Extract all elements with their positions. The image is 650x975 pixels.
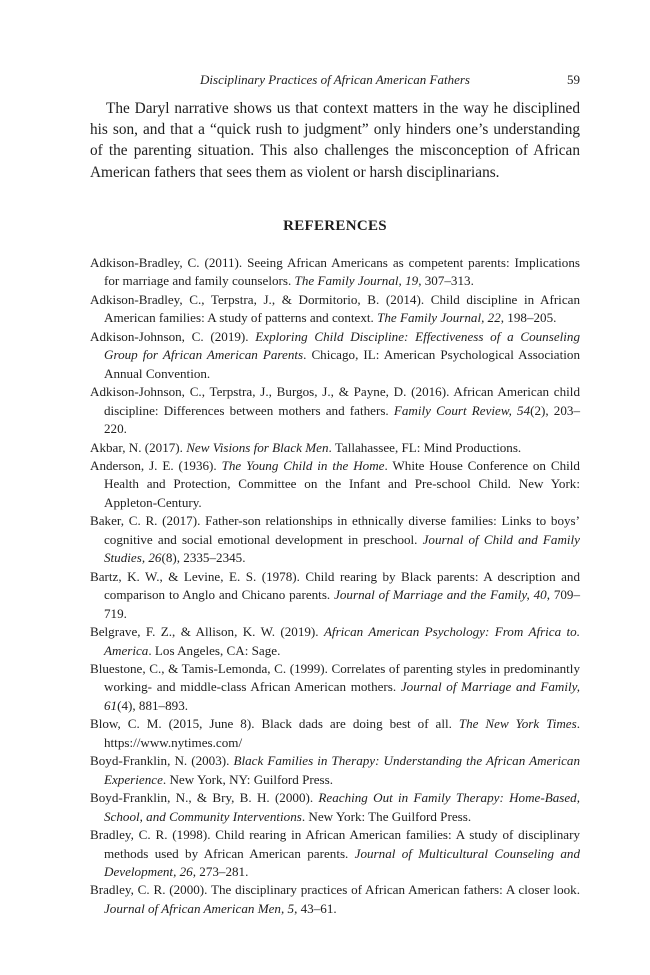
reference-list	[90, 254, 580, 918]
reference-details: . Tallahassee, FL: Mind Productions.	[328, 439, 522, 455]
reference-details: . White House Conference on Child Health and Protection, Committee on the Infant and Pre-school Child. New York: Appleton-Century.	[104, 457, 580, 510]
reference-entry	[90, 291, 580, 328]
reference-text: Adkison-Johnson, C. (2019).	[90, 328, 256, 344]
reference-details: . https://www.nytimes.com/	[104, 716, 580, 750]
reference-source: Reaching Out in Family Therapy: Home-Based, School, and Community Interventions	[104, 790, 580, 824]
page-number: 59	[567, 72, 580, 87]
reference-text: Bradley, C. R. (2000). The disciplinary practices of African American fathers: A closer look.	[90, 882, 580, 898]
reference-source: The Family Journal, 22	[377, 310, 501, 326]
reference-text: Baker, C. R. (2017). Father-son relationships in ethnically diverse families: Links to boys’ cognitive and social emotional development in preschool.	[90, 513, 580, 547]
reference-text: Boyd-Franklin, N., & Bry, B. H. (2000).	[90, 790, 319, 806]
reference-details: , 198–205.	[500, 310, 557, 326]
reference-source: Black Families in Therapy: Understanding the African American Experience	[104, 753, 580, 787]
reference-text: Bradley, C. R. (1998). Child rearing in African American families: A study of disciplinary methods used by African American parents.	[90, 827, 580, 861]
reference-text: Bluestone, C., & Tamis-Lemonda, C. (1999). Correlates of parenting styles in predominantly working- and middle-class African American mothers.	[90, 660, 580, 695]
reference-source: The New York Times	[458, 716, 577, 732]
reference-text: Belgrave, F. Z., & Allison, K. W. (2019).	[90, 624, 324, 640]
reference-text: Adkison-Bradley, C. (2011). Seeing African Americans as competent parents: Implications for marriage and family counselors.	[90, 255, 580, 289]
reference-text: Boyd-Franklin, N. (2003).	[90, 753, 234, 769]
reference-source: The Family Journal, 19	[294, 273, 419, 289]
reference-entry	[90, 439, 580, 457]
reference-entry	[90, 457, 580, 512]
running-head-title: Disciplinary Practices of African American Fathers	[200, 72, 470, 87]
reference-text: Adkison-Bradley, C., Terpstra, J., & Dormitorio, B. (2014). Child discipline in African American families: A study of patterns and context.	[90, 291, 580, 326]
reference-details: (2), 203–220.	[104, 402, 580, 437]
reference-source: Journal of African American Men, 5	[104, 900, 295, 916]
reference-details: . New York, NY: Guilford Press.	[162, 771, 333, 787]
reference-entry	[90, 568, 580, 623]
reference-text: Anderson, J. E. (1936).	[90, 457, 222, 473]
references-heading: REFERENCES	[283, 218, 387, 234]
reference-details: , 709–719.	[104, 587, 581, 621]
reference-entry	[90, 383, 580, 438]
running-head	[90, 72, 580, 90]
reference-source: African American Psychology: From Africa to. America	[104, 624, 580, 658]
reference-details: , 43–61.	[294, 900, 337, 916]
reference-source: Journal of Marriage and Family, 61	[104, 679, 581, 713]
reference-entry	[90, 715, 580, 752]
reference-text: Bartz, K. W., & Levine, E. S. (1978). Child rearing by Black parents: A description and comparison to Anglo and Chicano parents.	[90, 568, 580, 603]
reference-source: Family Court Review, 54	[393, 402, 531, 418]
body-paragraph: The Daryl narrative shows us that context matters in the way he disciplined his son, and that a “quick rush to judgment” only hinders one’s understanding of the parenting situation. This also challenges the misconception of African American fathers that sees them as violent or harsh disciplinarians.	[90, 100, 580, 181]
reference-source: The Young Child in the Home	[221, 457, 385, 473]
reference-entry	[90, 254, 580, 291]
reference-details: . Los Angeles, CA: Sage.	[148, 642, 281, 658]
reference-details: . Chicago, IL: American Psychological Association Annual Convention.	[104, 347, 580, 381]
reference-details: (8), 2335–2345.	[161, 550, 246, 566]
reference-text: Adkison-Johnson, C., Terpstra, J., Burgos, J., & Payne, D. (2016). African American child discipline: Differences between mothers and fathers.	[90, 384, 580, 418]
reference-entry	[90, 623, 580, 660]
reference-details: . New York: The Guilford Press.	[301, 808, 472, 824]
reference-text: Akbar, N. (2017).	[90, 439, 187, 455]
reference-details: (4), 881–893.	[117, 697, 189, 713]
reference-details: , 307–313.	[418, 273, 474, 289]
reference-entry	[90, 328, 580, 383]
reference-source: Journal of Marriage and the Family, 40	[334, 587, 547, 603]
reference-entry	[90, 789, 580, 826]
reference-source: New Visions for Black Men	[186, 439, 329, 455]
reference-text: Blow, C. M. (2015, June 8). Black dads are doing best of all.	[90, 716, 459, 732]
reference-entry	[90, 752, 580, 789]
reference-entry	[90, 512, 580, 567]
reference-entry	[90, 826, 580, 881]
reference-source: Exploring Child Discipline: Effectiveness of a Counseling Group for African American Parents	[104, 328, 580, 363]
reference-details: , 273–281.	[192, 863, 249, 879]
reference-entry	[90, 881, 580, 918]
book-page	[90, 0, 580, 975]
reference-source: Journal of Multicultural Counseling and Development, 26	[104, 845, 580, 879]
reference-entry	[90, 660, 580, 715]
reference-source: Journal of Child and Family Studies, 26	[104, 531, 580, 566]
